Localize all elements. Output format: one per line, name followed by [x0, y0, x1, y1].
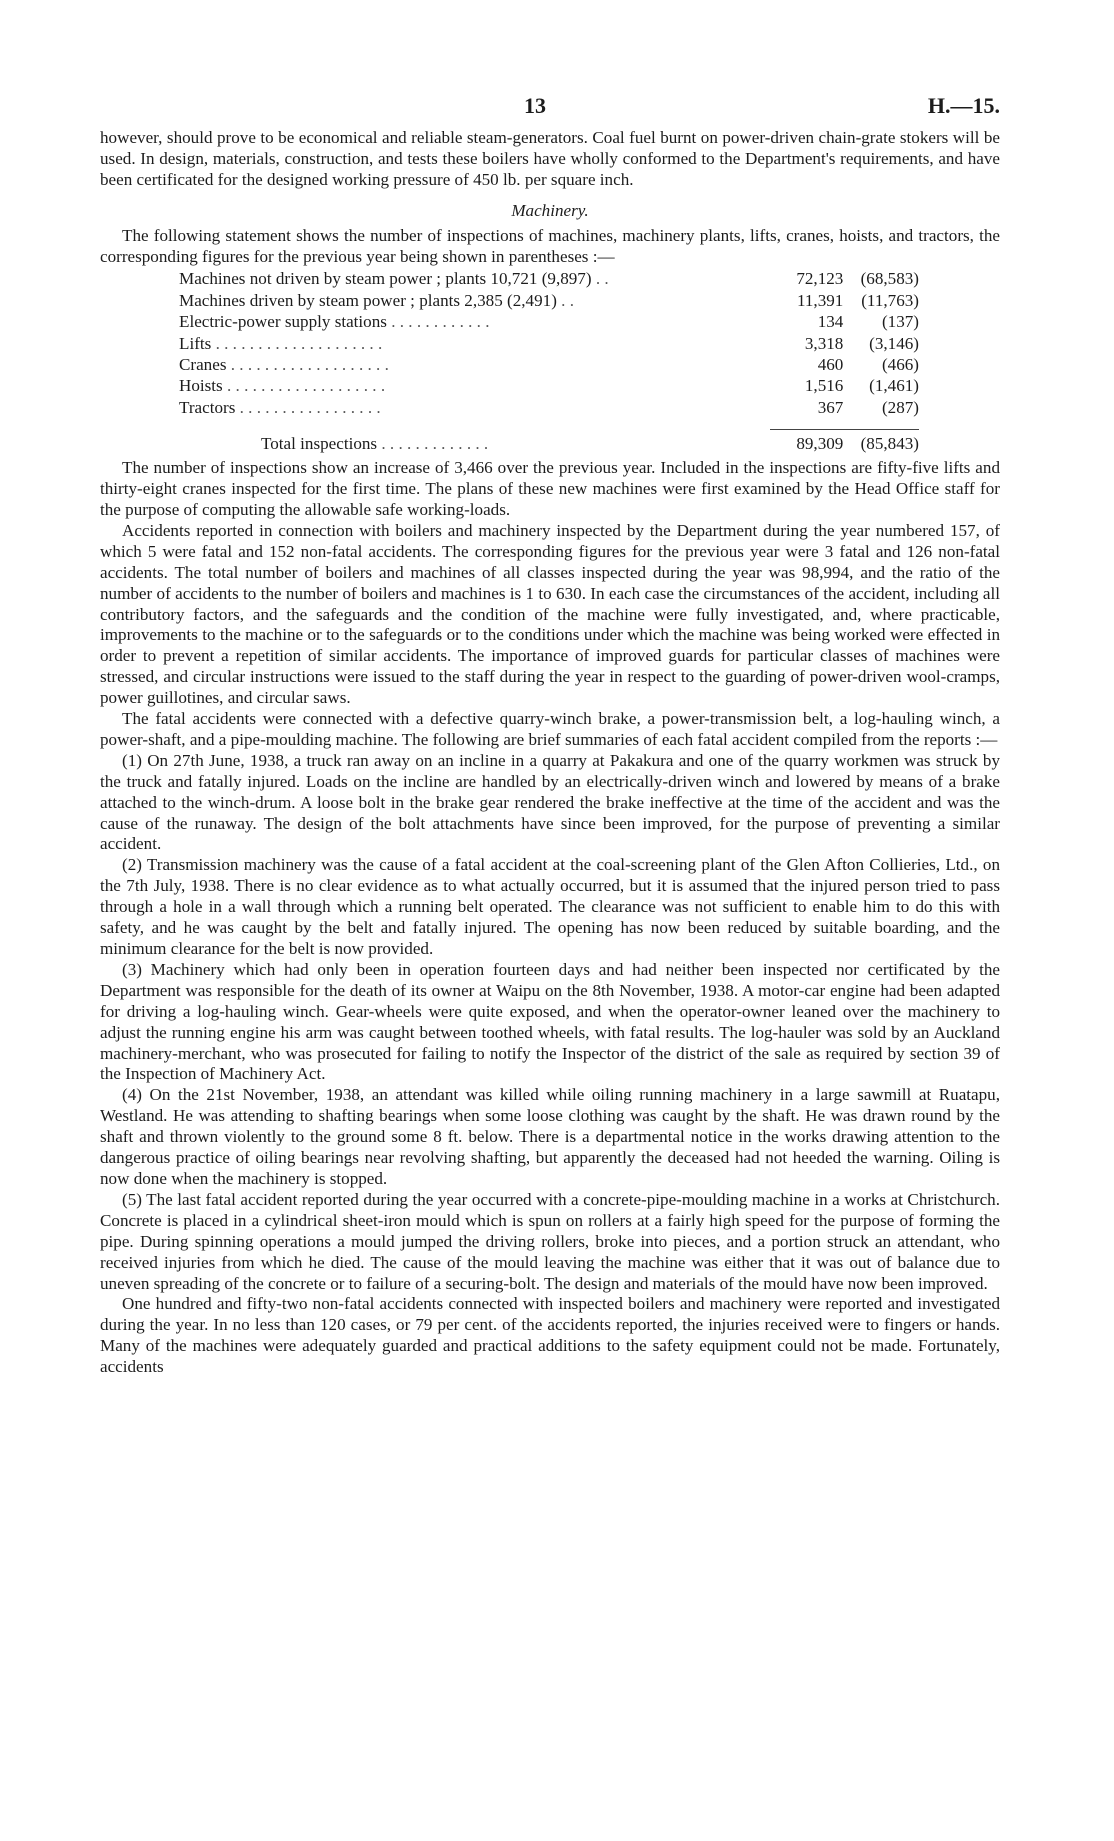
fatal-accident-summary: (1) On 27th June, 1938, a truck ran away on an incline in a quarry at Pakakura and one of the quarry workmen was struck by the truck and fatally injured. Loads on the incline are handled by an electrically-driven winch and lowered by means of a brake attached to the winch-drum. A loose bolt in the brake gear rendered the brake ineffective at the time of the accident and was the cause of the runaway. The design of the bolt attachments have since been improved, for the purpose of preventing a similar accident.	[100, 750, 1000, 854]
body-paragraph: One hundred and fifty-two non-fatal accidents connected with inspected boilers and machinery were reported and investigated during the year. In no less than 120 cases, or 79 per cent. of the accidents reported, the injuries received were to fingers or hands. Many of the machines were adequately guarded and practical additions to the safety equipment could not be made. Fortunately, accidents	[100, 1294, 1000, 1377]
previous-year-count: (3,146)	[869, 333, 919, 353]
current-year-count: 134	[817, 312, 844, 332]
total-rule	[843, 419, 919, 430]
row-label: Tractors	[179, 397, 236, 417]
table-row	[179, 398, 919, 419]
leader-dots: . . . . . . . . . . . . . . . . . . .	[222, 376, 386, 396]
row-label: Hoists	[179, 376, 223, 396]
fatal-accident-summary: (5) The last fatal accident reported during the year occurred with a concrete-pipe-moulding machine in a works at Christchurch. Concrete is placed in a cylindrical sheet-iron mould which is spun on rollers at a fairly high speed for the purpose of forming the pipe. During spinning operations a mould jumped the driving rollers, broke into pieces, and a portion struck an attendant, who received injuries from which he died. The cause of the mould leaving the machine was either that it was out of balance due to uneven spreading of the concrete or to failure of a securing-bolt. The design and materials of the mould have now been improved.	[100, 1189, 1000, 1293]
total-previous-count: (85,843)	[860, 434, 919, 454]
total-rule-row	[179, 419, 919, 430]
leader-dots: . . . . . . . . . . . . . . . . . . . .	[211, 333, 383, 353]
previous-year-count: (1,461)	[869, 376, 919, 396]
table-row	[179, 312, 919, 333]
body-paragraph: The fatal accidents were connected with a defective quarry-winch brake, a power-transmission belt, a log-hauling winch, a power-shaft, and a pipe-moulding machine. The following are brief summaries of each fatal accident compiled from the reports :—	[100, 709, 1000, 749]
leader-dots: . .	[591, 269, 609, 289]
table-row	[179, 269, 919, 290]
previous-year-count: (466)	[881, 355, 919, 374]
previous-year-count: (11,763)	[861, 290, 919, 310]
current-year-count: 1,516	[804, 376, 844, 396]
leader-dots: . . . . . . . . . . . . . . . . . . .	[226, 355, 389, 374]
previous-year-count: (68,583)	[860, 269, 919, 289]
fatal-accident-summary: (2) Transmission machinery was the cause of a fatal accident at the coal-screening plant of the Glen Afton Collieries, Ltd., on the 7th July, 1938. There is no clear evidence as to what actually occurred, but it is assumed that the injured person tried to pass through a hole in a wall through which a running belt operated. The clearance was not sufficient to enable him to do this with safety, and he was caught by the belt and fatally injured. The opening has now been reduced by suitable boarding, and the minimum clearance for the belt is now provided.	[100, 855, 1000, 959]
previous-year-count: (287)	[881, 397, 919, 417]
section-heading-machinery: Machinery.	[511, 200, 589, 220]
table-row	[179, 291, 919, 312]
body-paragraph: Accidents reported in connection with boilers and machinery inspected by the Department during the year numbered 157, of which 5 were fatal and 152 non-fatal accidents. The corresponding figures for the previous year were 3 fatal and 126 non-fatal accidents. The total number of boilers and machines of all classes inspected during the year was 98,994, and the ratio of the number of accidents to the number of boilers and machines is 1 to 630. In each case the circumstances of the accident, including all contributory factors, and the safeguards and the condition of the machine were fully investigated, and, where practicable, improvements to the machine or to the safeguards or to the conditions under which the machine was being worked were effected in order to prevent a repetition of similar accidents. The importance of improved guards for particular classes of machines were stressed, and circular instructions were issued to the staff during the year in respect to the guarding of power-driven wool-cramps, power guillotines, and circular saws.	[100, 520, 1000, 708]
row-label: Lifts	[179, 333, 212, 353]
total-label: Total inspections	[261, 433, 378, 453]
current-year-count: 460	[817, 355, 844, 374]
row-label: Machines not driven by steam power ; plants 10,721 (9,897)	[179, 269, 592, 289]
page-header	[100, 88, 1000, 128]
intro-paragraph: however, should prove to be economical and reliable steam-generators. Coal fuel burnt on power-driven chain-grate stokers will be used. In design, materials, construction, and tests these boilers have wholly conformed to the Department's requirements, and have been certificated for the designed working pressure of 450 lb. per square inch.	[100, 128, 1000, 189]
fatal-accident-summary: (4) On the 21st November, 1938, an attendant was killed while oiling running machinery in a large sawmill at Ruatapu, Westland. He was attending to shafting bearings when some loose clothing was caught by the shaft. He was drawn round by the shaft and thrown violently to the ground some 8 ft. below. There is a departmental notice in the works drawing attention to the dangerous practice of oiling bearings near revolving shafting, but apparently the deceased had not heeded the warning. Oiling is now done when the machinery is stopped.	[100, 1085, 1000, 1188]
row-label: Cranes	[179, 355, 227, 374]
page-number: 13	[524, 93, 546, 118]
fatal-accident-summary: (3) Machinery which had only been in operation fourteen days and had neither been inspected nor certificated by the Department was responsible for the death of its owner at Waipu on the 8th November, 1938. A motor-car engine had been adapted for driving a log-hauling winch. Gear-wheels were quite exposed, and when the operator-owner leaned over the machinery to adjust the running engine his arm was caught between toothed wheels, with fatal results. The log-hauler was sold by an Auckland machinery-merchant, who was prosecuted for failing to notify the Inspector of the district of the sale as required by section 39 of the Inspection of Machinery Act.	[100, 959, 1000, 1084]
row-label: Machines driven by steam power ; plants 2,385 (2,491)	[179, 290, 557, 310]
current-year-count: 3,318	[804, 333, 844, 353]
total-rule	[770, 419, 843, 430]
total-current-count: 89,309	[796, 434, 844, 454]
table-row	[179, 376, 919, 397]
document-reference: H.—15.	[927, 93, 1000, 118]
total-row	[179, 430, 919, 459]
inspection-statistics-table	[179, 269, 919, 458]
table-row	[179, 334, 919, 355]
table-row	[179, 355, 919, 376]
leader-dots: . . . . . . . . . . . . . . . . .	[235, 397, 381, 417]
current-year-count: 72,123	[796, 269, 844, 289]
previous-year-count: (137)	[881, 312, 919, 332]
row-label: Electric-power supply stations	[179, 312, 387, 332]
current-year-count: 367	[817, 397, 844, 417]
leader-dots: . .	[556, 290, 574, 310]
leader-dots: . . . . . . . . . . . . .	[377, 433, 489, 453]
machinery-intro-paragraph: The following statement shows the number of inspections of machines, machinery plants, lifts, cranes, hoists, and tractors, the corresponding figures for the previous year being shown in parentheses :—	[100, 225, 1000, 266]
body-paragraph: The number of inspections show an increase of 3,466 over the previous year. Included in the inspections are fifty-five lifts and thirty-eight cranes inspected for the first time. The plans of these new machines were first examined by the Head Office staff for the purpose of computing the allowable safe working-loads.	[100, 458, 1000, 519]
leader-dots: . . . . . . . . . . . .	[386, 312, 490, 332]
current-year-count: 11,391	[796, 290, 844, 310]
